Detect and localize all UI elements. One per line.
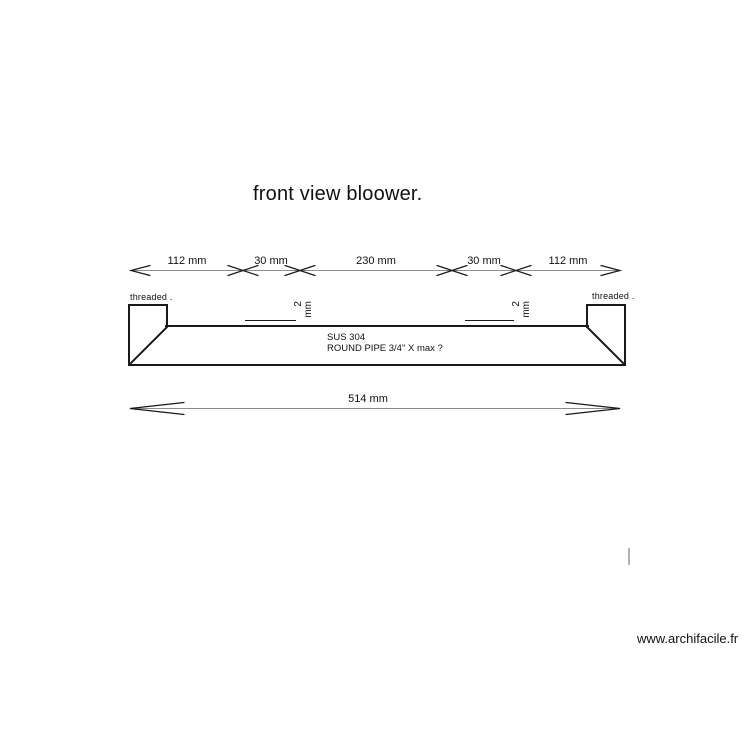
dim-label-right-30: 30 mm [467,255,501,267]
thickness-value: 2 [293,301,304,307]
page-title: front view bloower. [253,183,423,205]
dim-label-left-30: 30 mm [254,255,288,267]
thread-label-right: threaded . [592,291,635,301]
thickness-unit: mm [303,301,314,318]
thickness-value: 2 [511,301,522,307]
thread-label-left: threaded . [130,292,173,302]
watermark: www.archifacile.fr [637,631,739,646]
material-note [327,333,443,354]
thickness-unit: mm [521,301,532,318]
top-dimension-line [131,266,620,276]
thickness-label-right [512,301,534,325]
caret-mark [628,548,630,565]
material-line1: SUS 304 [327,332,366,343]
overall-dim-label: 514 mm [348,393,388,405]
dim-label-center-230: 230 mm [356,255,396,267]
thickness-label-left [294,301,316,325]
dim-label-left-112: 112 mm [167,255,207,267]
left-bend-diagonal [130,327,167,364]
dim-label-right-112: 112 mm [548,255,588,267]
material-line2: ROUND PIPE 3/4" X max ? [327,342,443,354]
right-bend-diagonal [587,327,624,364]
